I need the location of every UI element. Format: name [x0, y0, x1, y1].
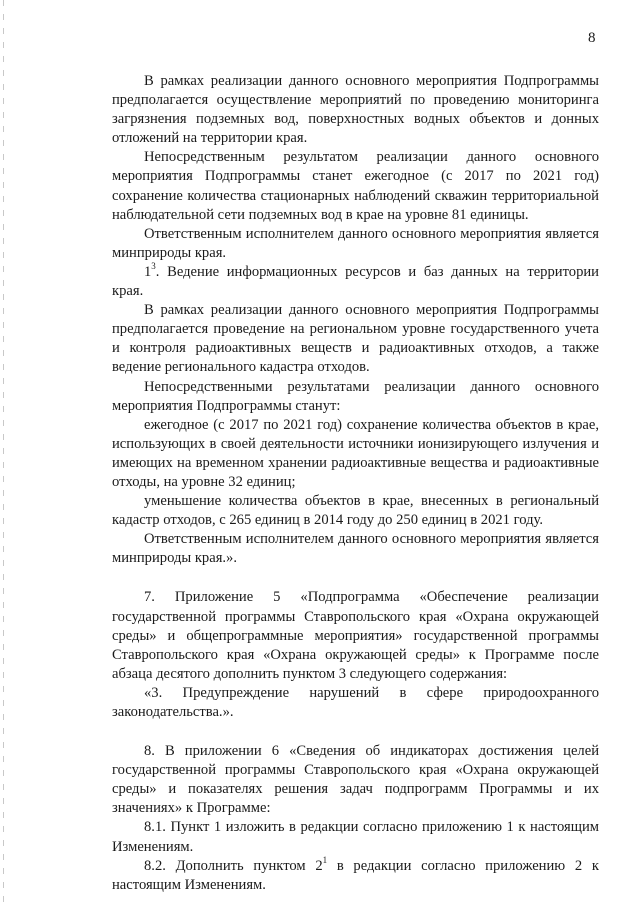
- paragraph-results-intro: Непосредственными результатами реализации данного основного мероприятия Подпрограммы станут:: [112, 378, 599, 414]
- item-8-2-suffix: в редакции согласно приложению 2 к настоящим Изменениям.: [112, 857, 599, 893]
- paragraph-result-81: Непосредственным результатом реализации данного основного мероприятия Подпрограммы станет ежегодное (с 2017 по 2021 год) сохранение количества стационарных наблюдений скважин территориальной наблюдательной сети подземных вод в крае на уровне 81 единицы.: [112, 149, 599, 223]
- paragraph-item-8-1: 8.1. Пункт 1 изложить в редакции согласно приложению 1 к настоящим Изменениям.: [112, 819, 599, 855]
- heading-superscript: 3: [151, 261, 156, 272]
- page-number: 8: [588, 30, 596, 46]
- binding-edge-line: [3, 0, 4, 905]
- paragraph-result-32: ежегодное (с 2017 по 2021 год) сохранение количества объектов в крае, использующих в своей деятельности источники ионизирующего излучения и имеющих на временном хранении радиоактивные вещества и радиоактивные отходы, на уровне 32 единиц;: [112, 416, 599, 490]
- paragraph-result-cadastre: уменьшение количества объектов в крае, внесенных в региональный кадастр отходов, с 265 единиц в 2014 году до 250 единиц в 2021 году.: [112, 493, 599, 529]
- paragraph-responsible-2: Ответственным исполнителем данного основного мероприятия является минприроды края.».: [112, 531, 599, 567]
- section-gap: [112, 568, 599, 588]
- paragraph-item-7: 7. Приложение 5 «Подпрограмма «Обеспечение реализации государственной программы Ставропольского края «Охрана окружающей среды» и общепрограммные мероприятия» государственной программы Ставропольского края «Охрана окружающей среды» к Программе после абзаца десятого дополнить пунктом 3 следующего содержания:: [112, 589, 599, 682]
- paragraph-item-3-prevention: «3. Предупреждение нарушений в сфере природоохранного законодательства.».: [112, 684, 599, 720]
- section-gap: [112, 722, 599, 742]
- paragraph-item-8: 8. В приложении 6 «Сведения об индикаторах достижения целей государственной программы Ставропольского края «Охрана окружающей среды» и показателях решения задач подпрограмм Программы и их значениях» к Программе:: [112, 743, 599, 817]
- heading-number: 1: [144, 263, 152, 280]
- paragraph-responsible-1: Ответственным исполнителем данного основного мероприятия является минприроды края.: [112, 225, 599, 261]
- paragraph-monitoring: В рамках реализации данного основного мероприятия Подпрограммы предполагается осуществление мероприятий по проведению мониторинга загрязнения подземных вод, поверхностных водных объектов и донных отложений на территории края.: [112, 73, 599, 147]
- paragraph-radioactive: В рамках реализации данного основного мероприятия Подпрограммы предполагается проведение на региональном уровне государственного учета и контроля радиоактивных веществ и радиоактивных отходов, а также ведение регионального кадастра отходов.: [112, 302, 599, 376]
- paragraph-heading-1-3: [112, 263, 599, 301]
- item-8-2-prefix: 8.2. Дополнить пунктом 2: [144, 857, 323, 874]
- document-body: [112, 72, 599, 895]
- paragraph-item-8-2: [112, 854, 599, 895]
- heading-text: . Ведение информационных ресурсов и баз данных на территории края.: [112, 263, 599, 300]
- item-8-2-superscript: 1: [322, 854, 328, 865]
